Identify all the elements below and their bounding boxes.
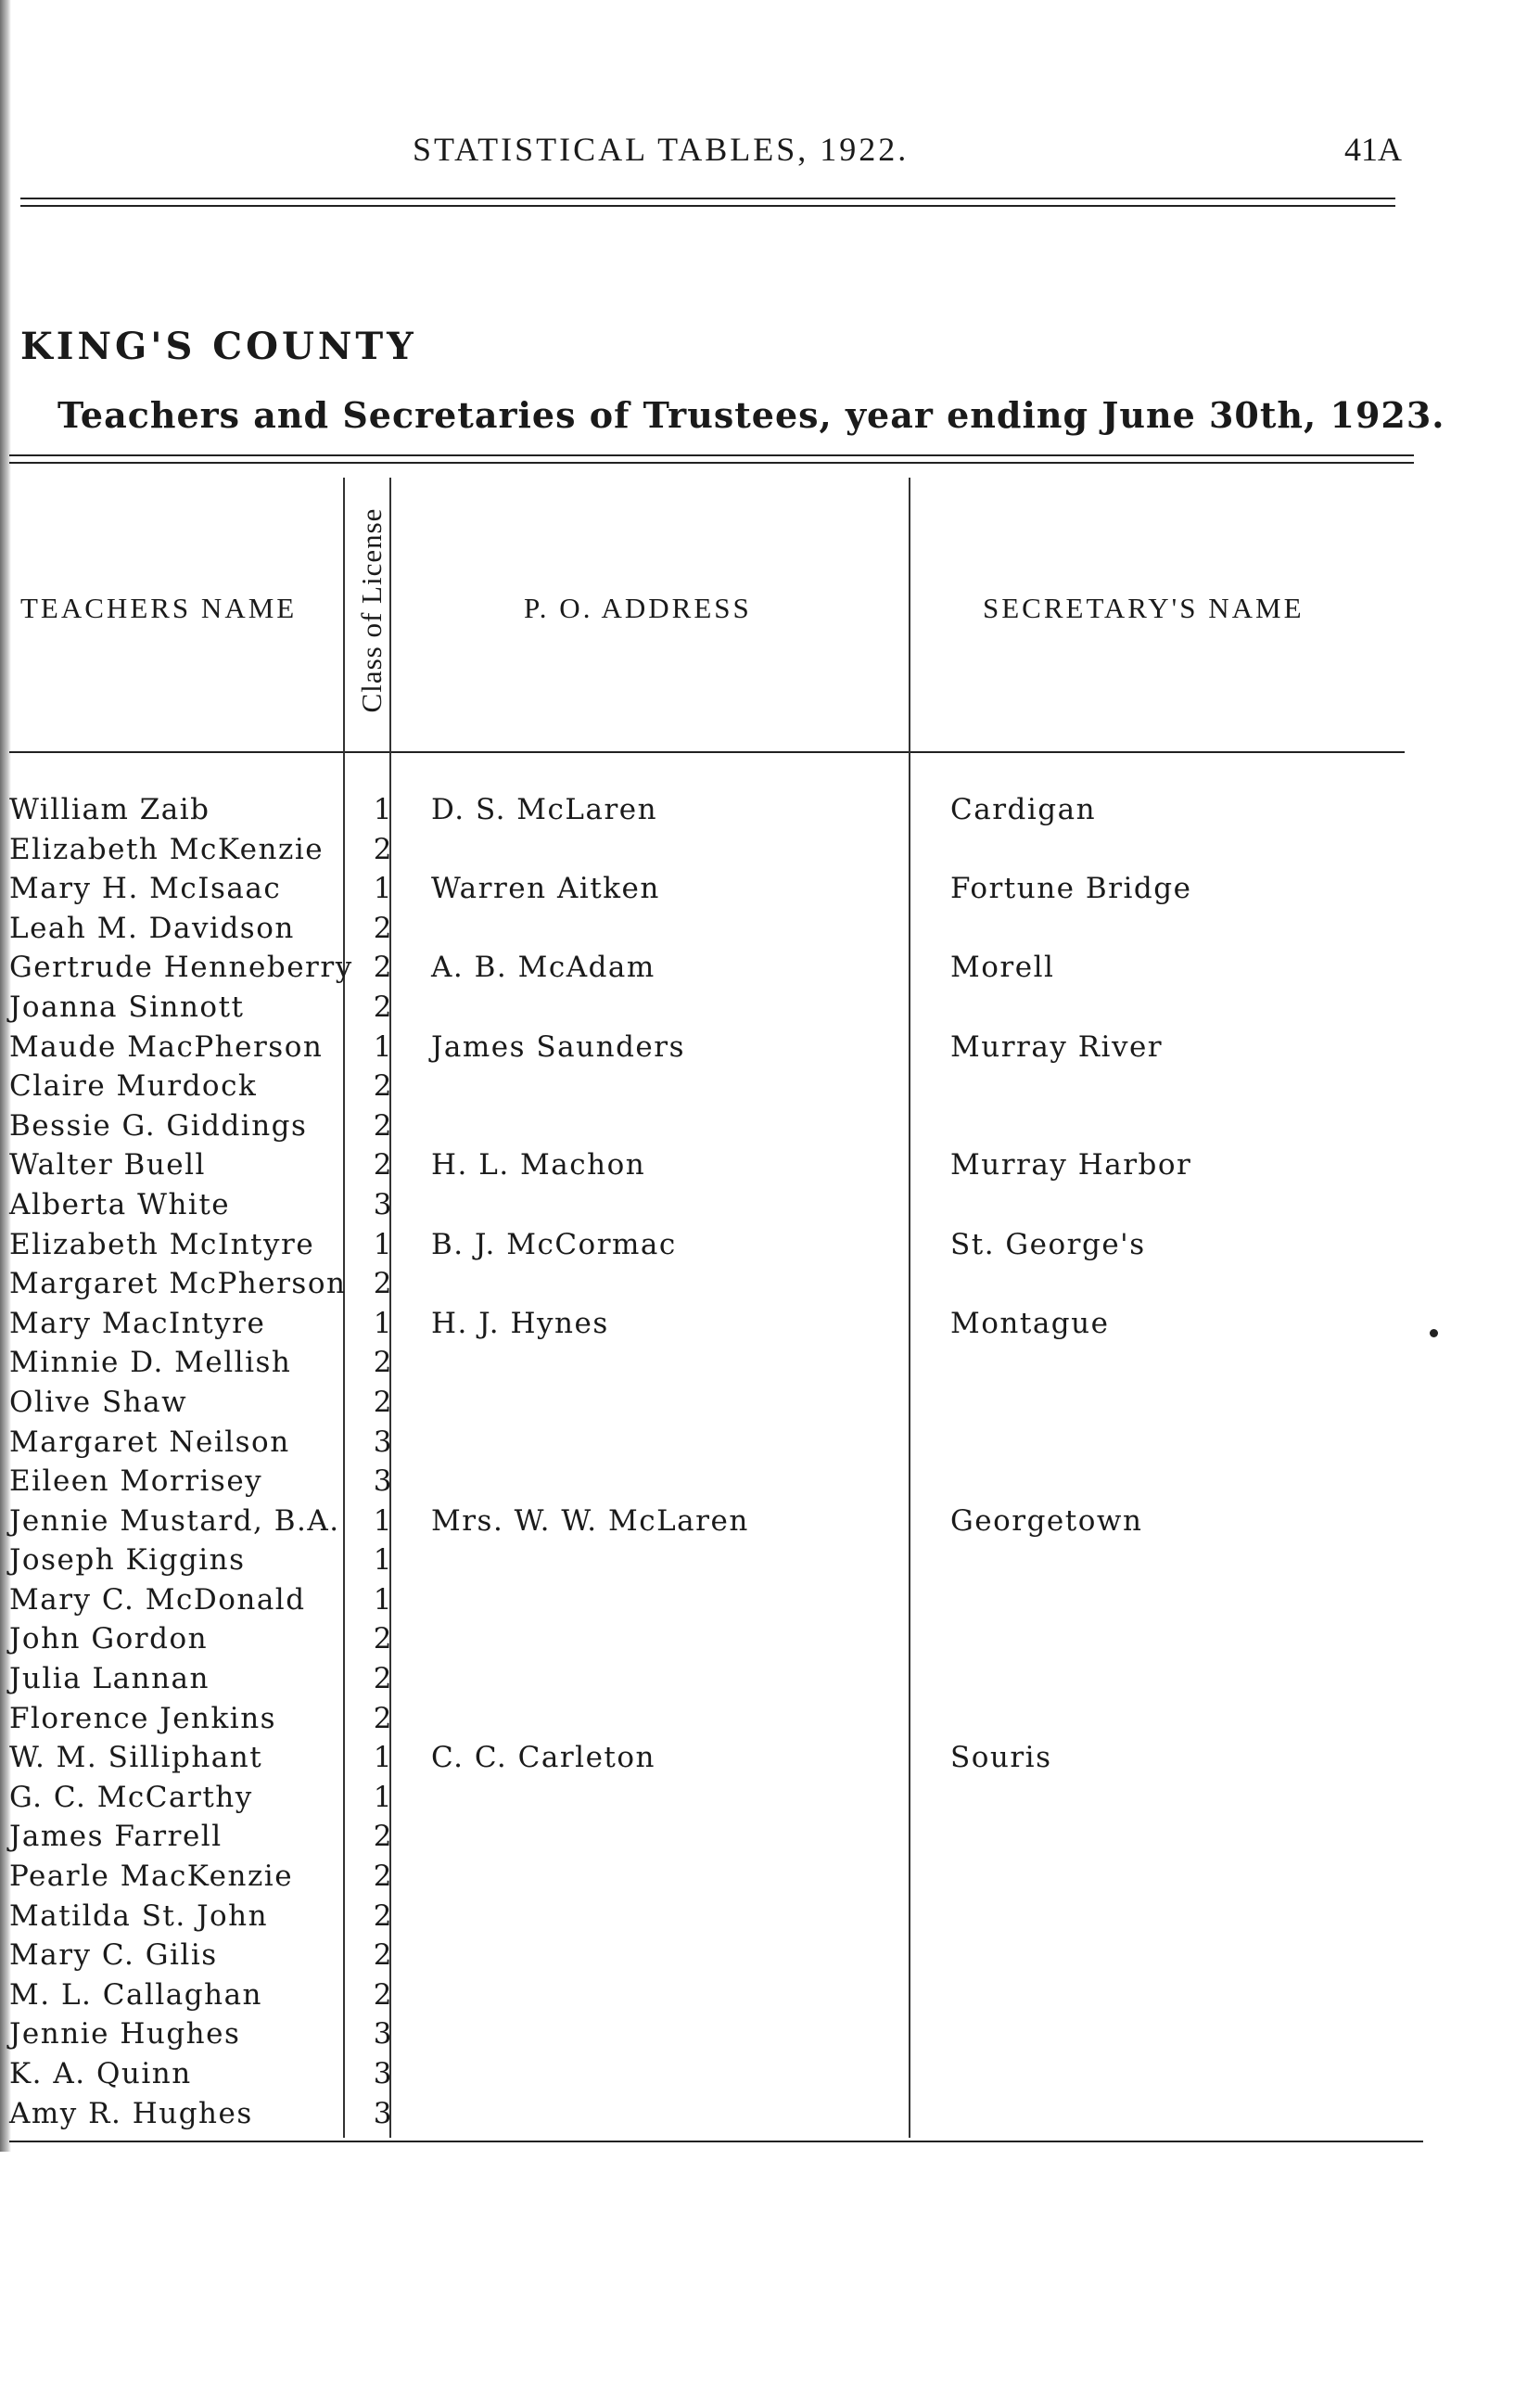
license-class: 1 (373, 1543, 393, 1578)
teacher-name: Julia Lannan (9, 1662, 210, 1696)
secretary-name: Fortune Bridge (950, 872, 1192, 906)
teacher-name: Margaret Neilson (9, 1425, 290, 1459)
license-class: 2 (373, 832, 393, 866)
license-class: 2 (373, 1860, 393, 1894)
teacher-name: Amy R. Hughes (9, 2096, 253, 2130)
stray-ink-dot (1430, 1329, 1438, 1337)
table-bottom-rule (9, 2141, 1423, 2142)
table-row (9, 1425, 1391, 1465)
po-address: H. J. Hynes (431, 1306, 609, 1340)
license-class: 1 (373, 1029, 393, 1064)
table-row (9, 1346, 1391, 1386)
table-row (9, 2017, 1391, 2057)
teacher-name: Mary C. McDonald (9, 1582, 306, 1617)
po-address: James Saunders (431, 1029, 685, 1064)
table-row (9, 1109, 1391, 1149)
license-class: 2 (373, 1622, 393, 1656)
table-row (9, 1030, 1391, 1070)
table-row (9, 872, 1391, 912)
teacher-name: K. A. Quinn (9, 2057, 192, 2090)
secretary-name: Cardigan (950, 793, 1097, 826)
table-row (9, 1702, 1391, 1742)
license-class: 3 (373, 1425, 393, 1459)
license-class: 1 (373, 793, 393, 826)
license-class: 2 (373, 1820, 393, 1854)
teacher-name: M. L. Callaghan (9, 1977, 263, 2012)
license-class: 2 (373, 1385, 393, 1419)
table-row (9, 1504, 1391, 1544)
license-class: 2 (373, 1108, 393, 1143)
table-row (9, 1820, 1391, 1860)
license-class: 3 (373, 2096, 393, 2130)
teacher-name: W. M. Silliphant (9, 1741, 263, 1775)
table-row (9, 1741, 1391, 1781)
table-title: Teachers and Secretaries of Trustees, year ending June 30th, 1923. (57, 394, 1445, 436)
table-row (9, 1307, 1391, 1347)
running-head (0, 130, 1540, 176)
teacher-name: James Farrell (9, 1820, 223, 1854)
license-class: 2 (373, 951, 393, 985)
po-address: Mrs. W. W. McLaren (431, 1503, 749, 1538)
license-class: 2 (373, 1977, 393, 2012)
county-title: KING'S COUNTY (20, 325, 417, 368)
header-rule-bottom (20, 205, 1395, 207)
teacher-name: Jennie Hughes (9, 2017, 241, 2051)
teacher-name: Olive Shaw (9, 1385, 188, 1419)
license-class: 1 (373, 872, 393, 906)
teacher-name: Elizabeth McKenzie (9, 832, 325, 866)
license-class: 3 (373, 1187, 393, 1221)
table-row (9, 1464, 1391, 1504)
teacher-name: John Gordon (9, 1622, 209, 1656)
table-row (9, 991, 1391, 1030)
teacher-name: Matilda St. John (9, 1898, 269, 1933)
table-row (9, 1386, 1391, 1425)
secretary-name: Murray Harbor (950, 1148, 1192, 1182)
license-class: 2 (373, 1148, 393, 1182)
license-class: 3 (373, 1464, 393, 1499)
secretary-name: Souris (950, 1741, 1052, 1775)
license-class: 1 (373, 1503, 393, 1538)
secretary-name: St. George's (950, 1227, 1146, 1261)
license-class: 2 (373, 911, 393, 945)
teacher-name: Walter Buell (9, 1148, 206, 1182)
teacher-name: Pearle MacKenzie (9, 1860, 294, 1894)
license-class: 1 (373, 1306, 393, 1340)
license-class: 2 (373, 1701, 393, 1735)
license-class: 1 (373, 1227, 393, 1261)
license-class: 2 (373, 1898, 393, 1933)
table-row (9, 1148, 1391, 1188)
teacher-name: Claire Murdock (9, 1069, 258, 1104)
po-address: B. J. McCormac (431, 1227, 677, 1261)
teacher-name: Eileen Morrisey (9, 1464, 263, 1499)
page-number: 41A (1344, 131, 1402, 168)
po-address: H. L. Machon (431, 1148, 646, 1182)
header-bottom-rule (9, 751, 1405, 753)
table-row (9, 1899, 1391, 1939)
table-row (9, 1543, 1391, 1583)
table-row (9, 912, 1391, 952)
table-top-rule-2 (9, 462, 1414, 464)
teacher-name: Mary C. Gilis (9, 1938, 218, 1973)
teacher-name: Mary H. McIsaac (9, 872, 282, 906)
license-class: 2 (373, 990, 393, 1024)
teacher-name: Alberta White (9, 1187, 231, 1221)
teacher-name: G. C. McCarthy (9, 1780, 253, 1814)
secretary-name: Montague (950, 1306, 1110, 1340)
class-of-license-header (350, 482, 394, 737)
teacher-name: William Zaib (9, 793, 210, 826)
table-row (9, 1860, 1391, 1899)
license-class: 2 (373, 1069, 393, 1104)
po-address-header: P. O. ADDRESS (524, 592, 752, 624)
teacher-name-header: TEACHERS NAME (20, 592, 298, 624)
po-address: Warren Aitken (431, 872, 660, 906)
teacher-name: Elizabeth McIntyre (9, 1227, 315, 1261)
teacher-name: Mary MacIntyre (9, 1306, 266, 1340)
teacher-name: Joanna Sinnott (9, 990, 245, 1024)
table-row (9, 1781, 1391, 1821)
table-row (9, 793, 1391, 833)
running-title: STATISTICAL TABLES, 1922. (413, 131, 910, 168)
table-row (9, 2097, 1391, 2137)
po-address: C. C. Carleton (431, 1741, 656, 1775)
teacher-name: Minnie D. Mellish (9, 1346, 292, 1380)
secretary-name: Morell (950, 951, 1055, 985)
secretary-name: Murray River (950, 1029, 1164, 1064)
license-class: 3 (373, 2017, 393, 2051)
license-class: 1 (373, 1582, 393, 1617)
class-of-license-label: Class of License (355, 507, 388, 712)
table-row (9, 1662, 1391, 1702)
po-address: D. S. McLaren (431, 793, 658, 826)
license-class: 2 (373, 1267, 393, 1301)
teacher-name: Margaret McPherson (9, 1267, 347, 1301)
secretary-name-header: SECRETARY'S NAME (983, 592, 1305, 624)
teacher-name: Leah M. Davidson (9, 911, 295, 945)
table-row (9, 951, 1391, 991)
table-row (9, 2057, 1391, 2097)
table-row (9, 1267, 1391, 1307)
po-address: A. B. McAdam (431, 951, 655, 985)
license-class: 3 (373, 2057, 393, 2090)
table-row (9, 833, 1391, 873)
table-row (9, 1583, 1391, 1623)
teacher-name: Bessie G. Giddings (9, 1108, 308, 1143)
table-row (9, 1938, 1391, 1978)
license-class: 2 (373, 1662, 393, 1696)
teacher-name: Jennie Mustard, B.A. (9, 1503, 340, 1538)
secretary-name: Georgetown (950, 1503, 1143, 1538)
table-row (9, 1978, 1391, 2018)
license-class: 1 (373, 1780, 393, 1814)
table-row (9, 1069, 1391, 1109)
license-class: 2 (373, 1346, 393, 1380)
table-row (9, 1228, 1391, 1268)
license-class: 2 (373, 1938, 393, 1973)
teacher-table-body (9, 793, 1391, 2136)
teacher-name: Florence Jenkins (9, 1701, 277, 1735)
table-row (9, 1188, 1391, 1228)
table-row (9, 1622, 1391, 1662)
teacher-name: Maude MacPherson (9, 1029, 324, 1064)
license-class: 1 (373, 1741, 393, 1775)
header-rule-top (20, 198, 1395, 199)
teacher-name: Gertrude Henneberry (9, 951, 353, 985)
teacher-name: Joseph Kiggins (9, 1543, 246, 1578)
table-top-rule-1 (9, 454, 1414, 456)
